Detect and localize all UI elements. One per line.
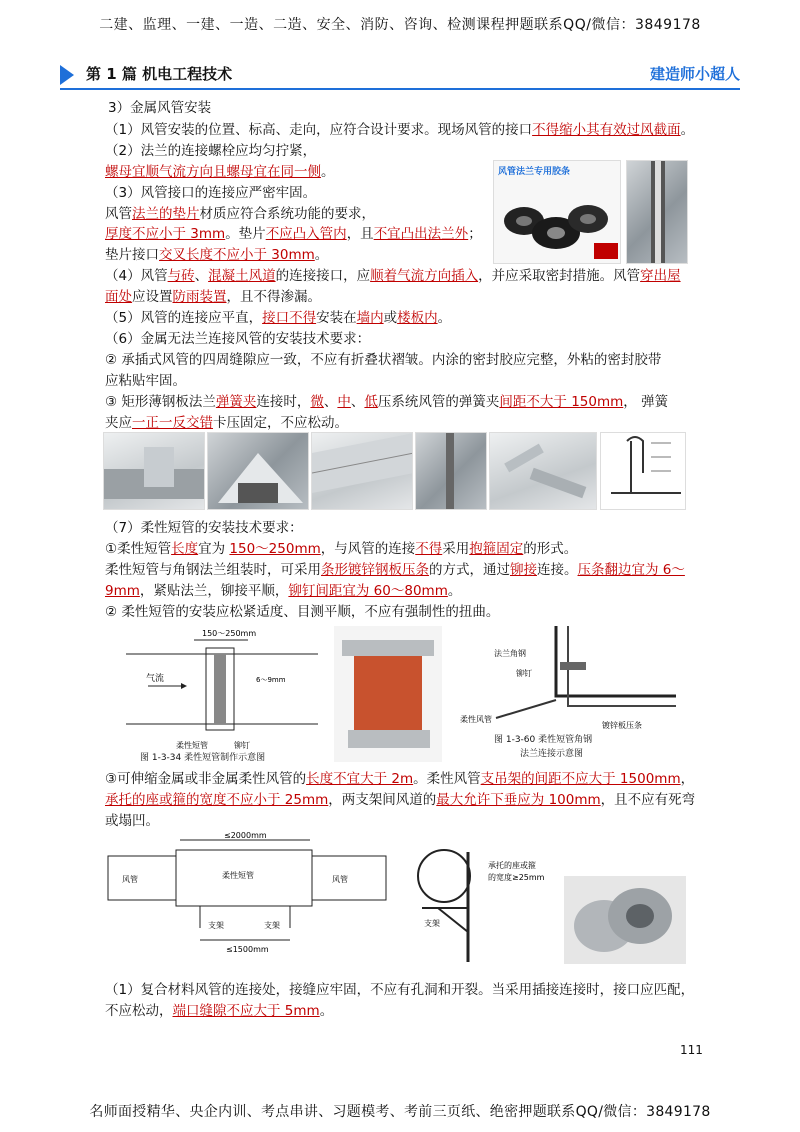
- text-line: 或塌凹。: [105, 813, 159, 829]
- fig360-label-rivet: 铆钉: [516, 669, 532, 678]
- chapter-title: 第 1 篇 机电工程技术: [86, 65, 233, 83]
- text-line: 垫片接口交叉长度不应小于 30mm。: [105, 247, 329, 263]
- text-line: （3）风管接口的连接应严密牢固。: [105, 185, 317, 201]
- fig360-caption: 图 1-3-60 柔性短管角钢: [494, 735, 593, 745]
- fig334-caption: 图 1-3-34 柔性短管制作示意图: [140, 753, 266, 762]
- flexible-metal-duct-photo: [564, 876, 686, 964]
- fig360-label-strip: 镀锌板压条: [602, 721, 642, 730]
- text-line: 承托的座或箍的宽度不应小于 25mm，两支架间风道的最大允许下垂应为 100mm，且不应有死弯: [105, 792, 696, 808]
- support-spacing-drawing: [104, 832, 394, 956]
- text-line: 厚度不应小于 3mm。垫片不应凸入管内，且不宜凸出法兰外；: [105, 226, 482, 242]
- fig334-label-flex: 柔性短管: [176, 741, 208, 750]
- support-spacing-diagram: [104, 832, 394, 956]
- fig-1-3-60: [456, 626, 686, 762]
- fig360-label-angle: 法兰角钢: [494, 649, 526, 658]
- fig-1-3-34: [118, 626, 326, 762]
- text-line: （7）柔性短管的安装技术要求：: [105, 520, 303, 536]
- text-line: 柔性短管与角钢法兰组装时，可采用条形镀锌钢板压条的方式，通过铆接连接。压条翻边宜为 6～: [105, 562, 685, 578]
- flex-duct-photo: [334, 626, 442, 762]
- support-label-right: 支架: [264, 921, 280, 930]
- text-line: 面处应设置防雨装置，且不得渗漏。: [105, 289, 321, 305]
- support-top-dim: ≤2000mm: [224, 832, 267, 840]
- text-line: ③可伸缩金属或非金属柔性风管的长度不宜大于 2m。柔性风管支吊架的间距不应大于 1500mm，: [105, 771, 695, 787]
- triangle-icon: [60, 65, 74, 85]
- support-detail-diagram: [408, 832, 558, 966]
- text-line: 不应松动，端口缝隙不应大于 5mm。: [105, 1003, 334, 1019]
- support-label-left: 支架: [208, 921, 224, 930]
- spring-clip-diagram: [600, 432, 686, 510]
- top-banner: 二建、监理、一建、一造、二造、安全、消防、咨询、检测课程押题联系QQ/微信：3849178: [99, 17, 701, 33]
- fig334-airflow: 气流: [146, 674, 165, 684]
- flex-duct-photo-graphic: [334, 626, 442, 762]
- text-line: 夹应一正一反交错卡压固定，不应松动。: [105, 415, 348, 431]
- text-line: 9mm，紧贴法兰，铆接平顺，铆钉间距宜为 60～80mm。: [105, 583, 462, 599]
- support-duct-mid: 柔性短管: [222, 871, 254, 880]
- fig334-dim: 150～250mm: [202, 629, 257, 638]
- flange-joint-graphic: [627, 161, 688, 264]
- install-photo-3: [311, 432, 413, 510]
- flexible-metal-duct-graphic: [564, 876, 686, 964]
- page-header: [60, 60, 740, 88]
- flange-photo: [626, 160, 688, 264]
- text-line: 风管法兰的垫片材质应符合系统功能的要求，: [105, 206, 375, 222]
- support-detail-drawing: [408, 832, 558, 966]
- section-heading: 3）金属风管安装: [108, 100, 212, 116]
- install-photo-4: [415, 432, 487, 510]
- gasket-rolls-graphic: [494, 161, 621, 264]
- text-line: （2）法兰的连接螺栓应均匀拧紧，: [105, 143, 317, 159]
- footer-banner: 名师面授精华、央企内训、考点串讲、习题模考、考前三页纸、绝密押题联系QQ/微信：3849178: [89, 1104, 711, 1120]
- support2-label: 承托的座或箍: [488, 861, 536, 870]
- support-bottom-dim: ≤1500mm: [226, 945, 269, 954]
- support-duct-left: 风管: [122, 875, 138, 884]
- fig360-caption-2: 法兰连接示意图: [520, 749, 584, 759]
- install-photo-2: [207, 432, 309, 510]
- header-divider: [60, 88, 740, 90]
- support2-label-2: 的宽度≥25mm: [488, 873, 545, 882]
- gasket-photo: [493, 160, 621, 264]
- fig334-label-fold: 6～9mm: [256, 676, 286, 684]
- fig334-label-rivet: 铆钉: [234, 741, 250, 750]
- brand-label: 建造师小超人: [649, 65, 740, 83]
- install-photo-1: [103, 432, 205, 510]
- flex-duct-drawing: [118, 626, 326, 762]
- text-line: （1）复合材料风管的连接处，接缝应牢固，不应有孔洞和开裂。当采用插接连接时，接口应匹配，: [105, 982, 695, 998]
- spring-clip-photo: [489, 432, 597, 510]
- support2-bracket: 支架: [424, 919, 440, 928]
- text-line: （5）风管的连接应平直，接口不得安装在墙内或楼板内。: [105, 310, 452, 326]
- text-line: 应粘贴牢固。: [105, 373, 186, 389]
- text-line: ② 柔性短管的安装应松紧适度、目测平顺，不应有强制性的扭曲。: [105, 604, 500, 620]
- text-line: 螺母宜顺气流方向且螺母宜在同一侧。: [105, 164, 335, 180]
- fig360-label-flex: 柔性风管: [460, 715, 492, 724]
- text-line: （6）金属无法兰连接风管的安装技术要求：: [105, 331, 371, 347]
- text-line: （1）风管安装的位置、标高、走向，应符合设计要求。现场风管的接口不得缩小其有效过风截面。: [105, 122, 695, 138]
- text-line: （4）风管与砖、混凝土风道的连接接口，应顺着气流方向插入，并应采取密封措施。风管穿出屋: [105, 268, 681, 284]
- gasket-box-title: 风管法兰专用胶条: [498, 167, 571, 177]
- support-duct-right: 风管: [332, 875, 348, 884]
- page-number: 111: [680, 1043, 703, 1057]
- text-line: ② 承插式风管的四周缝隙应一致，不应有折叠状褶皱。内涂的密封胶应完整，外粘的密封胶带: [105, 352, 662, 368]
- text-line: ③ 矩形薄钢板法兰弹簧夹连接时，微、中、低压系统风管的弹簧夹间距不大于 150mm， 弹簧: [105, 394, 669, 410]
- text-line: ①柔性短管长度宜为 150～250mm，与风管的连接不得采用抱箍固定的形式。: [105, 541, 578, 557]
